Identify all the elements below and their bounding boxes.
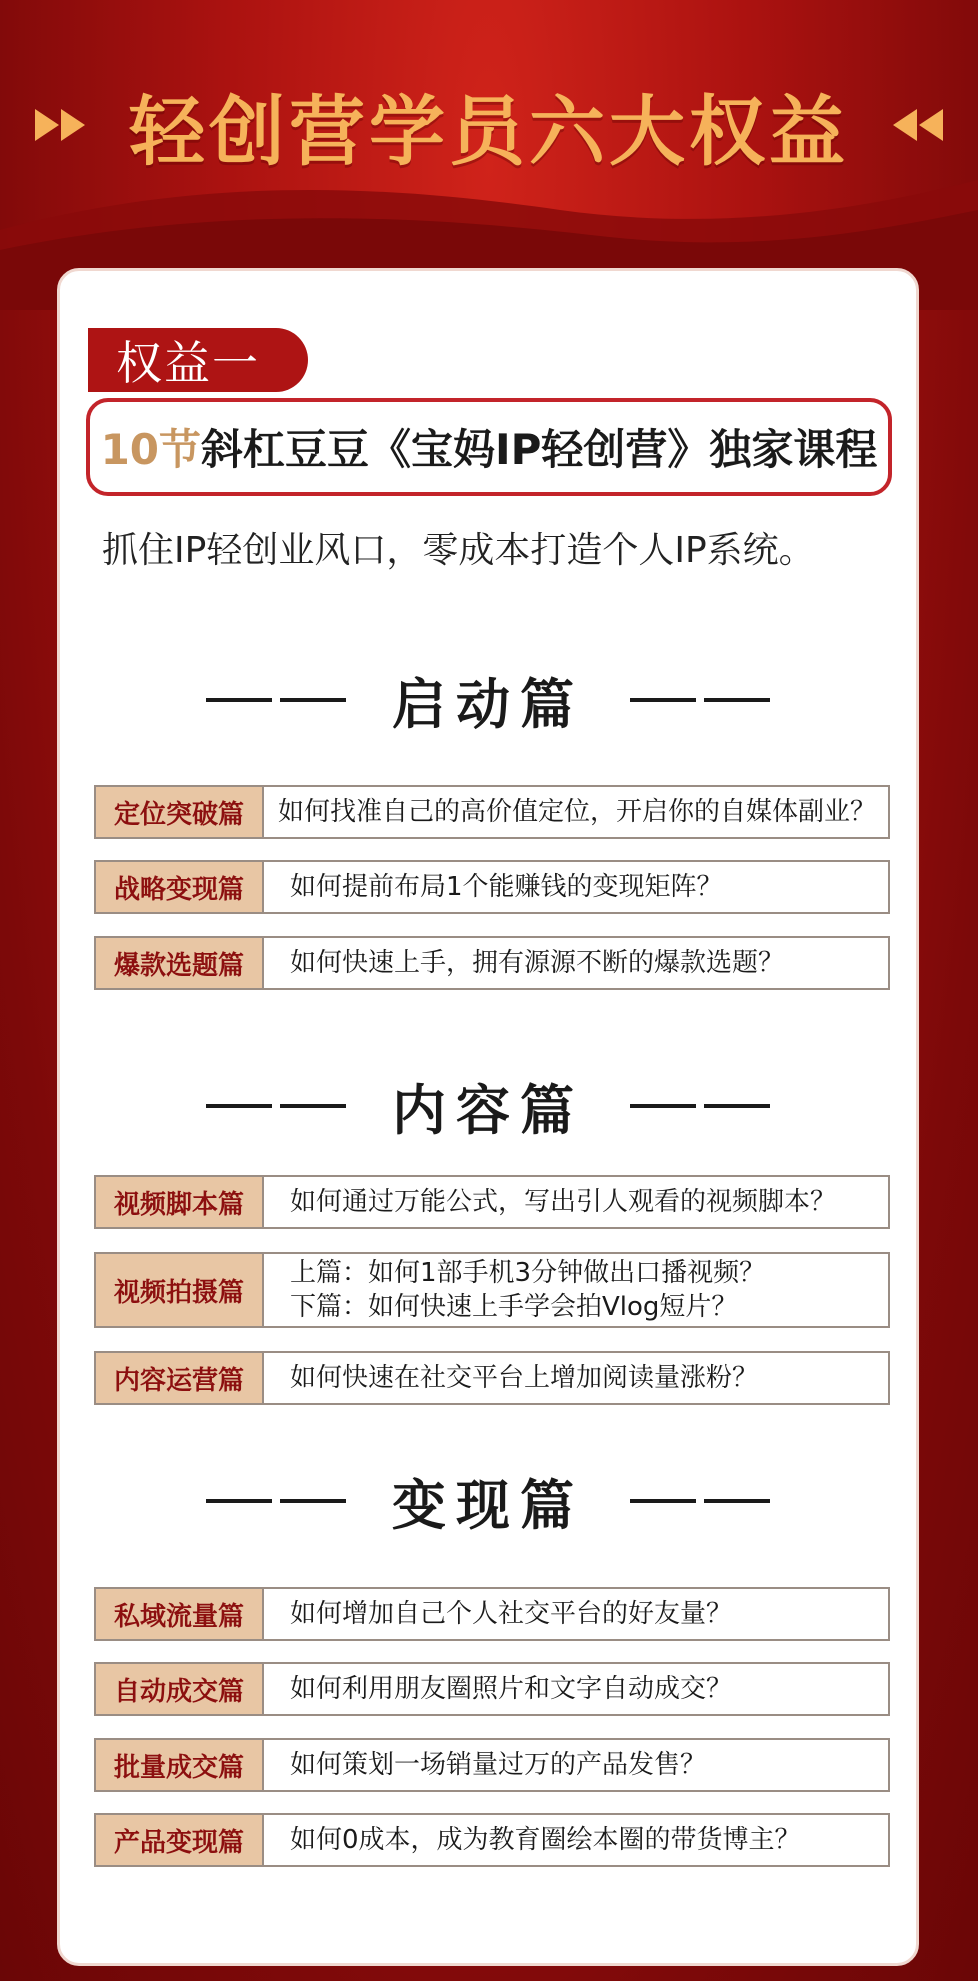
lesson-text — [264, 1353, 888, 1403]
lesson-row — [94, 1252, 890, 1328]
lesson-text-line: 如何策划一场销量过万的产品发售？ — [290, 1750, 707, 1780]
course-highlight: 10节 — [100, 425, 202, 474]
lesson-label: 视频脚本篇 — [96, 1177, 264, 1227]
divider-dash — [630, 1104, 770, 1108]
lesson-text — [264, 1177, 888, 1227]
benefit-description: 抓住IP轻创业风口，零成本打造个人IP系统。 — [102, 530, 815, 571]
lesson-row — [94, 1587, 890, 1641]
section-title: 变现篇 — [392, 1473, 584, 1537]
lesson-text — [264, 1664, 888, 1714]
benefit-tag: 权益一 — [88, 328, 308, 392]
lesson-row — [94, 1813, 890, 1867]
lesson-row — [94, 936, 890, 990]
lesson-label: 私域流量篇 — [96, 1589, 264, 1639]
lesson-text — [264, 1740, 888, 1790]
lesson-text-line: 如何增加自己个人社交平台的好友量？ — [290, 1599, 733, 1629]
lesson-text-line: 如何通过万能公式，写出引人观看的视频脚本？ — [290, 1187, 837, 1217]
lesson-label: 爆款选题篇 — [96, 938, 264, 988]
lesson-text — [264, 1589, 888, 1639]
lesson-label: 视频拍摄篇 — [96, 1254, 264, 1326]
section-heading-content — [57, 1066, 919, 1146]
lesson-label: 内容运营篇 — [96, 1353, 264, 1403]
lesson-label: 自动成交篇 — [96, 1664, 264, 1714]
lesson-text-line: 如何利用朋友圈照片和文字自动成交？ — [290, 1674, 733, 1704]
lesson-label: 产品变现篇 — [96, 1815, 264, 1865]
lesson-text — [264, 787, 888, 837]
lesson-text — [264, 862, 888, 912]
lesson-text-line: 如何快速在社交平台上增加阅读量涨粉？ — [290, 1363, 759, 1393]
divider-dash — [206, 698, 346, 702]
lesson-label: 定位突破篇 — [96, 787, 264, 837]
lesson-text-line: 上篇：如何1部手机3分钟做出口播视频？ — [290, 1258, 766, 1288]
lesson-text — [264, 938, 888, 988]
lesson-label: 战略变现篇 — [96, 862, 264, 912]
lesson-text-line: 下篇：如何快速上手学会拍Vlog短片？ — [290, 1292, 738, 1322]
course-title-box — [86, 398, 892, 496]
lesson-row — [94, 1351, 890, 1405]
section-title: 启动篇 — [392, 672, 584, 736]
course-title: 斜杠豆豆《宝妈IP轻创营》独家课程 — [201, 425, 878, 474]
lesson-text-line: 如何找准自己的高价值定位，开启你的自媒体副业？ — [278, 797, 877, 827]
lesson-row — [94, 785, 890, 839]
page-title: 轻创营学员六大权益 — [129, 86, 849, 176]
divider-dash — [630, 1499, 770, 1503]
lesson-row — [94, 1662, 890, 1716]
section-title: 内容篇 — [392, 1078, 584, 1142]
lesson-text — [264, 1254, 888, 1326]
lesson-row — [94, 860, 890, 914]
divider-dash — [206, 1499, 346, 1503]
lesson-label: 批量成交篇 — [96, 1740, 264, 1790]
lesson-text — [264, 1815, 888, 1865]
divider-dash — [206, 1104, 346, 1108]
page-header — [0, 70, 978, 180]
divider-dash — [630, 698, 770, 702]
double-arrow-left-icon — [887, 105, 945, 145]
section-heading-start — [57, 660, 919, 740]
lesson-row — [94, 1738, 890, 1792]
section-heading-monetize — [57, 1461, 919, 1541]
lesson-text-line: 如何0成本，成为教育圈绘本圈的带货博主？ — [290, 1825, 801, 1855]
double-arrow-right-icon — [33, 105, 91, 145]
lesson-row — [94, 1175, 890, 1229]
lesson-text-line: 如何提前布局1个能赚钱的变现矩阵？ — [290, 872, 723, 902]
lesson-text-line: 如何快速上手，拥有源源不断的爆款选题？ — [290, 948, 785, 978]
